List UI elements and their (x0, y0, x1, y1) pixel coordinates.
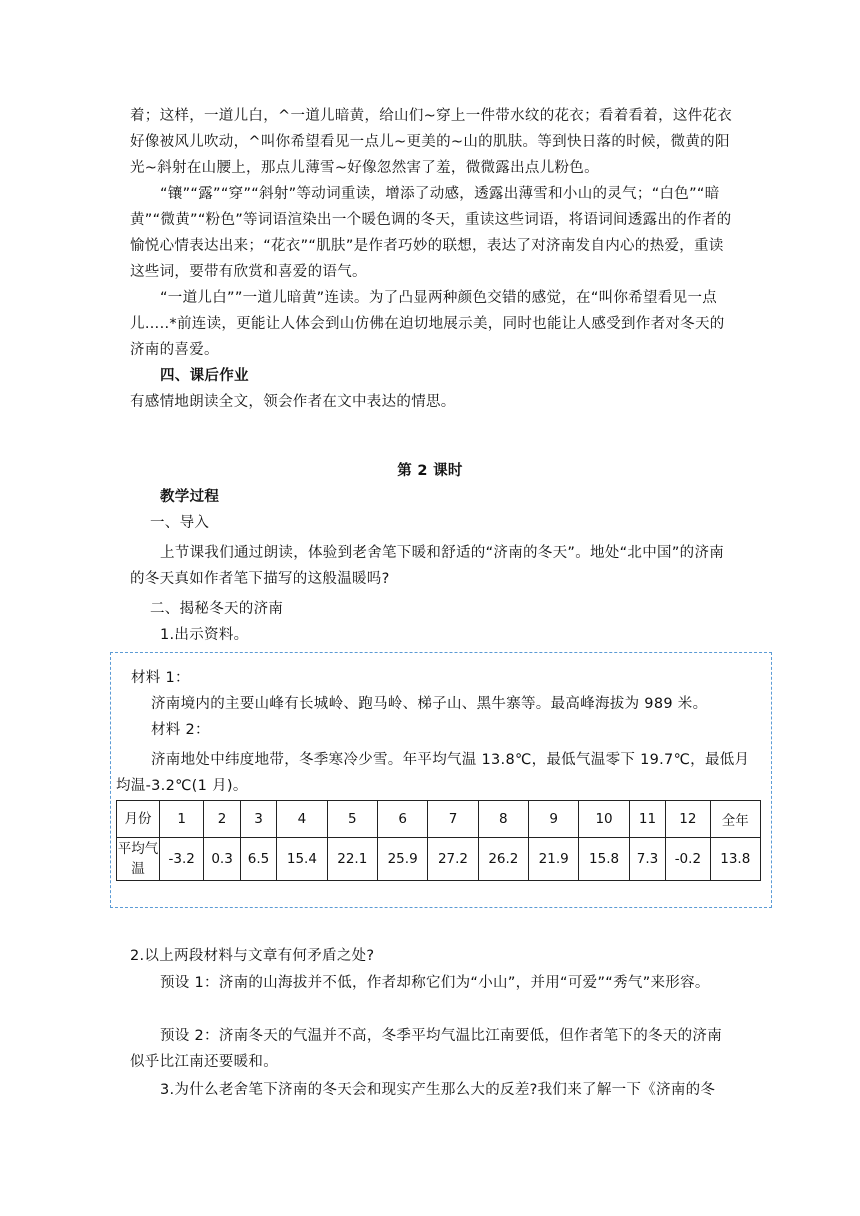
month-cell: 1 (160, 801, 204, 838)
avg-temp-header-cell: 平均气温 (117, 838, 160, 881)
month-cell: 2 (204, 801, 240, 838)
lesson2-title: 第 2 课时 (397, 463, 463, 479)
material-box (110, 652, 772, 908)
month-cell: 7 (428, 801, 478, 838)
material1-label: 材料 1： (131, 670, 190, 686)
month-cell: 11 (629, 801, 665, 838)
item1-text: 1.出示资料。 (160, 627, 249, 643)
table-row (117, 838, 761, 881)
temp-cell: 15.8 (579, 838, 629, 881)
paragraph-continuation: 着；这样，一道儿白，^一道儿暗黄，给山们~穿上一件带水纹的花衣；看着看着，这件花衣好像被风儿吹动，^叫你希望看见一点儿~更美的~山的肌肤。等到快日落的时候，微黄的阳光~斜射在山腰上，那点儿薄雪~好像忽然害了羞，微微露出点儿粉色。 (130, 108, 733, 176)
item3-question: 3.为什么老舍笔下济南的冬天会和现实产生那么大的反差?我们来了解一下《济南的冬 (160, 1082, 716, 1098)
month-cell: 3 (240, 801, 276, 838)
temp-cell: -0.2 (666, 838, 710, 881)
material2-text: 济南地处中纬度地带，冬季寒冷少雪。年平均气温 13.8℃，最低气温零下 19.7℃，最低月均温-3.2℃(1 月)。 (116, 752, 750, 794)
month-cell: 5 (327, 801, 377, 838)
section2-heading: 二、揭秘冬天的济南 (150, 601, 284, 617)
temperature-table (116, 800, 761, 881)
section1-heading: 一、导入 (150, 515, 210, 531)
month-cell: 6 (377, 801, 427, 838)
month-cell: 12 (666, 801, 710, 838)
temp-cell: 26.2 (478, 838, 528, 881)
homework-heading: 四、课后作业 (160, 368, 249, 384)
month-cell: 全年 (710, 801, 760, 838)
temp-cell: 15.4 (277, 838, 327, 881)
temp-cell: 0.3 (204, 838, 240, 881)
month-cell: 4 (277, 801, 327, 838)
material1-text: 济南境内的主要山峰有长城岭、跑马岭、梯子山、黑牛寨等。最高峰海拔为 989 米。 (151, 696, 708, 712)
temp-cell: -3.2 (160, 838, 204, 881)
month-header-cell: 月份 (117, 801, 160, 838)
preset2-text: 预设 2：济南冬天的气温并不高，冬季平均气温比江南要低，但作者笔下的冬天的济南似乎比江南还要暖和。 (130, 1028, 723, 1070)
material2-label: 材料 2： (151, 722, 210, 738)
temp-cell: 13.8 (710, 838, 760, 881)
preset1-text: 预设 1：济南的山海拔并不低，作者却称它们为“小山”，并用“可爱”“秀气”来形容。 (160, 975, 710, 991)
paragraph-linking-analysis: “一道儿白””一道儿暗黄”连读。为了凸显两种颜色交错的感觉，在“叫你希望看见一点儿…..*前连读，更能让人体会到山仿佛在迫切地展示美，同时也能让人感受到作者对冬天的济南的喜爱。 (130, 290, 725, 358)
section1-text: 上节课我们通过朗读，体验到老舍笔下暖和舒适的“济南的冬天”。地处“北中国”的济南的冬天真如作者笔下描写的这般温暖吗? (130, 545, 725, 587)
table-header-row (117, 801, 761, 838)
month-cell: 8 (478, 801, 528, 838)
temp-cell: 22.1 (327, 838, 377, 881)
temp-cell: 27.2 (428, 838, 478, 881)
temp-cell: 6.5 (240, 838, 276, 881)
temp-cell: 21.9 (529, 838, 579, 881)
temp-cell: 7.3 (629, 838, 665, 881)
paragraph-stress-analysis: “镶”“露”“穿”“斜射”等动词重读，增添了动感，透露出薄雪和小山的灵气；“白色”“暗黄”“微黄”“粉色”等词语渲染出一个暖色调的冬天，重读这些词语，将语词间透露出的作者的愉悦心情表达出来；“花衣”“肌肤”是作者巧妙的联想，表达了对济南发自内心的热爱，重读这些词，要带有欣赏和喜爱的语气。 (130, 186, 732, 280)
month-cell: 9 (529, 801, 579, 838)
process-heading: 教学过程 (160, 489, 220, 505)
item2-question: 2.以上两段材料与文章有何矛盾之处? (130, 948, 375, 964)
homework-text: 有感情地朗读全文，领会作者在文中表达的情思。 (130, 394, 456, 410)
month-cell: 10 (579, 801, 629, 838)
temp-cell: 25.9 (377, 838, 427, 881)
